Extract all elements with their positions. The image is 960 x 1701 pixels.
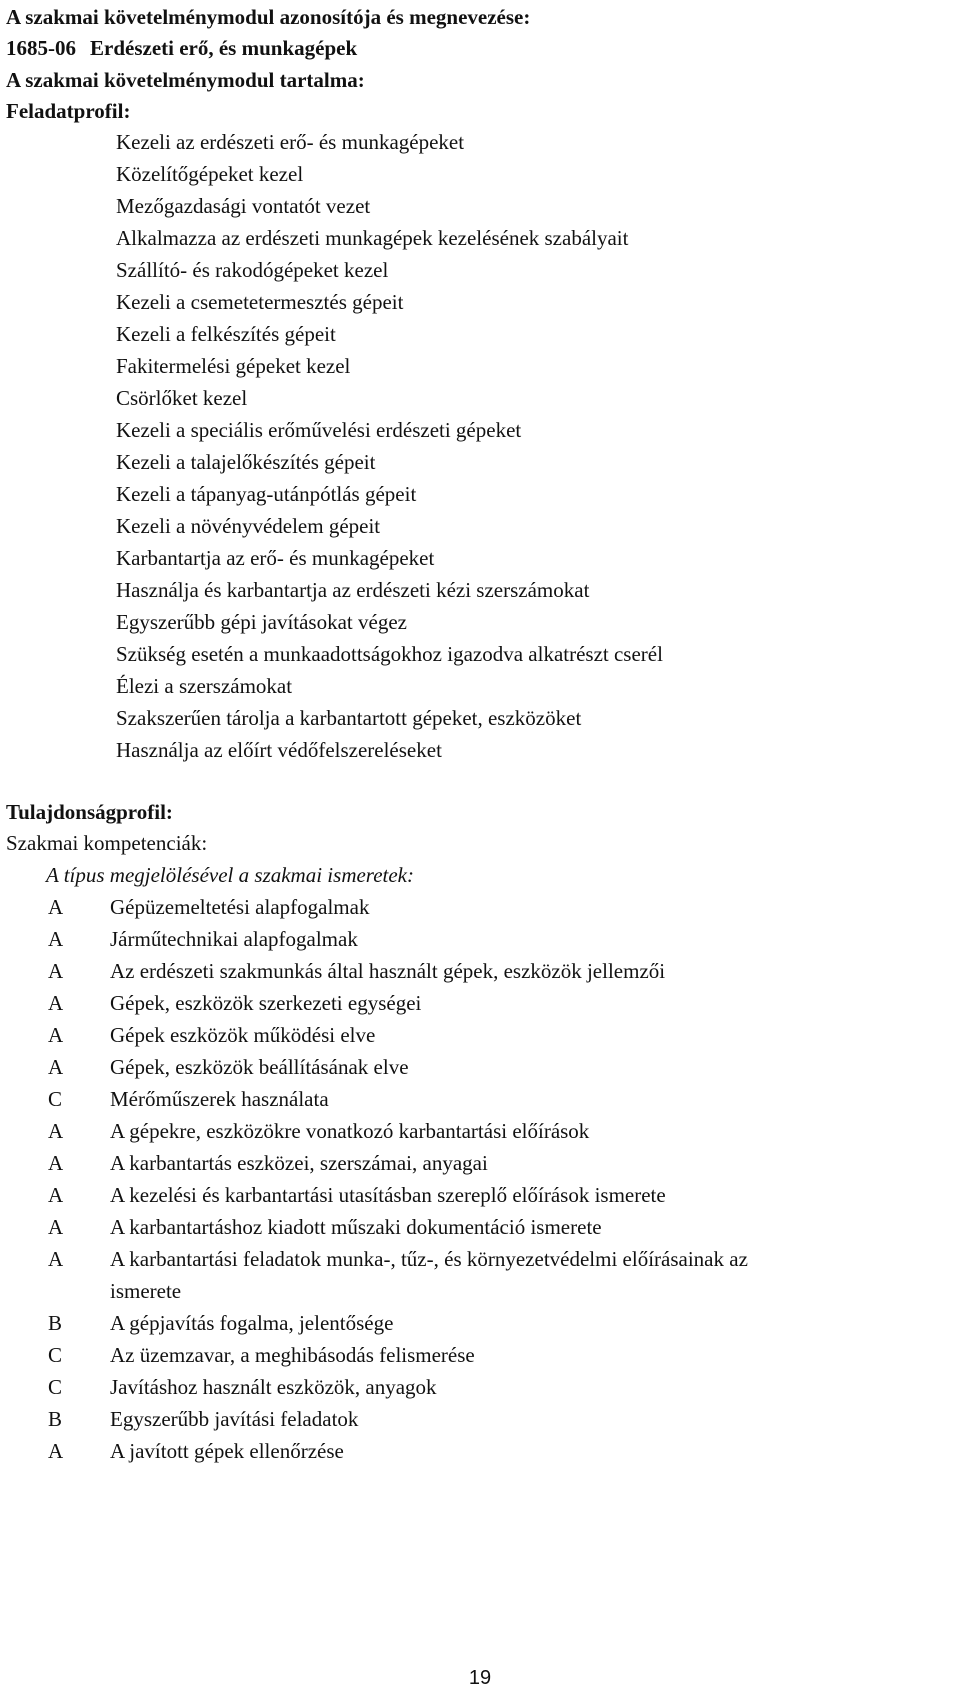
- competence-text: Az erdészeti szakmunkás által használt gépek, eszközök jellemzői: [110, 959, 666, 983]
- competence-type: C: [48, 1375, 63, 1399]
- competence-type: C: [48, 1087, 63, 1111]
- task-item: Egyszerűbb gépi javításokat végez: [116, 610, 407, 634]
- task-item: Szakszerűen tárolja a karbantartott gépeket, eszközöket: [116, 706, 582, 730]
- competence-text: Gépek eszközök működési elve: [110, 1023, 376, 1047]
- competence-type: B: [48, 1311, 63, 1335]
- competence-text: A gépjavítás fogalma, jelentősége: [110, 1311, 394, 1335]
- task-item: Mezőgazdasági vontatót vezet: [116, 194, 371, 218]
- task-item: Kezeli a speciális erőművelési erdészeti gépeket: [116, 418, 522, 442]
- task-item: Kezeli a csemetetermesztés gépeit: [116, 290, 404, 314]
- competence-text: A karbantartási feladatok munka-, tűz-, és környezetvédelmi előírásainak az: [110, 1247, 748, 1271]
- type-note: A típus megjelölésével a szakmai ismeretek:: [46, 863, 414, 887]
- competence-type: A: [48, 1119, 64, 1143]
- competence-text: Gépüzemeltetési alapfogalmak: [110, 895, 370, 919]
- task-item: Közelítőgépeket kezel: [116, 162, 304, 186]
- competence-text: Mérőműszerek használata: [110, 1087, 329, 1111]
- module-content-label: A szakmai követelménymodul tartalma:: [6, 68, 365, 92]
- task-item: Kezeli a talajelőkészítés gépeit: [116, 450, 376, 474]
- task-item: Alkalmazza az erdészeti munkagépek kezelésének szabályait: [116, 226, 629, 250]
- competence-text: Járműtechnikai alapfogalmak: [110, 927, 358, 951]
- task-item: Szükség esetén a munkaadottságokhoz igazodva alkatrészt cserél: [116, 642, 663, 666]
- module-name: Erdészeti erő, és munkagépek: [90, 36, 358, 60]
- competence-text: A kezelési és karbantartási utasításban szereplő előírások ismerete: [110, 1183, 666, 1207]
- competences-label: Szakmai kompetenciák:: [6, 831, 208, 855]
- competence-type: A: [48, 1247, 64, 1271]
- competence-type: C: [48, 1343, 63, 1367]
- task-item: Élezi a szerszámokat: [116, 674, 293, 698]
- competence-text: Javításhoz használt eszközök, anyagok: [110, 1375, 437, 1399]
- task-item: Szállító- és rakodógépeket kezel: [116, 258, 389, 282]
- task-item: Fakitermelési gépeket kezel: [116, 354, 351, 378]
- competence-text: A karbantartáshoz kiadott műszaki dokumentáció ismerete: [110, 1215, 602, 1239]
- task-item: Kezeli a növényvédelem gépeit: [116, 514, 381, 538]
- task-item: Karbantartja az erő- és munkagépeket: [116, 546, 435, 570]
- competence-type: A: [48, 1215, 64, 1239]
- competence-text: Az üzemzavar, a meghibásodás felismerése: [110, 1343, 475, 1367]
- task-item: Kezeli a tápanyag-utánpótlás gépeit: [116, 482, 417, 506]
- property-profile-label: Tulajdonságprofil:: [6, 800, 173, 824]
- competence-text: A karbantartás eszközei, szerszámai, anyagai: [110, 1151, 488, 1175]
- competence-type: A: [48, 895, 64, 919]
- task-item: Kezeli a felkészítés gépeit: [116, 322, 336, 346]
- competence-type: A: [48, 1151, 64, 1175]
- task-item: Használja és karbantartja az erdészeti kézi szerszámokat: [116, 578, 590, 602]
- page-number: 19: [468, 1667, 492, 1689]
- competence-type: A: [48, 927, 64, 951]
- competence-text: A gépekre, eszközökre vonatkozó karbantartási előírások: [110, 1119, 590, 1143]
- module-id-label: A szakmai követelménymodul azonosítója és megnevezése:: [6, 5, 531, 29]
- module-title: [6, 38, 357, 59]
- competence-type: A: [48, 959, 64, 983]
- competence-text: Egyszerűbb javítási feladatok: [110, 1407, 359, 1431]
- competence-type: A: [48, 1439, 64, 1463]
- competence-text: A javított gépek ellenőrzése: [110, 1439, 344, 1463]
- competence-type: A: [48, 1055, 64, 1079]
- task-item: Kezeli az erdészeti erő- és munkagépeket: [116, 130, 465, 154]
- module-code: 1685-06: [6, 36, 76, 60]
- competence-type: B: [48, 1407, 63, 1431]
- competence-text-continuation: ismerete: [110, 1279, 182, 1303]
- task-item: Csörlőket kezel: [116, 386, 248, 410]
- competence-type: A: [48, 991, 64, 1015]
- competence-type: A: [48, 1023, 64, 1047]
- task-item: Használja az előírt védőfelszereléseket: [116, 738, 442, 762]
- competence-type: A: [48, 1183, 64, 1207]
- competence-text: Gépek, eszközök szerkezeti egységei: [110, 991, 422, 1015]
- task-profile-label: Feladatprofil:: [6, 99, 131, 123]
- competence-text: Gépek, eszközök beállításának elve: [110, 1055, 409, 1079]
